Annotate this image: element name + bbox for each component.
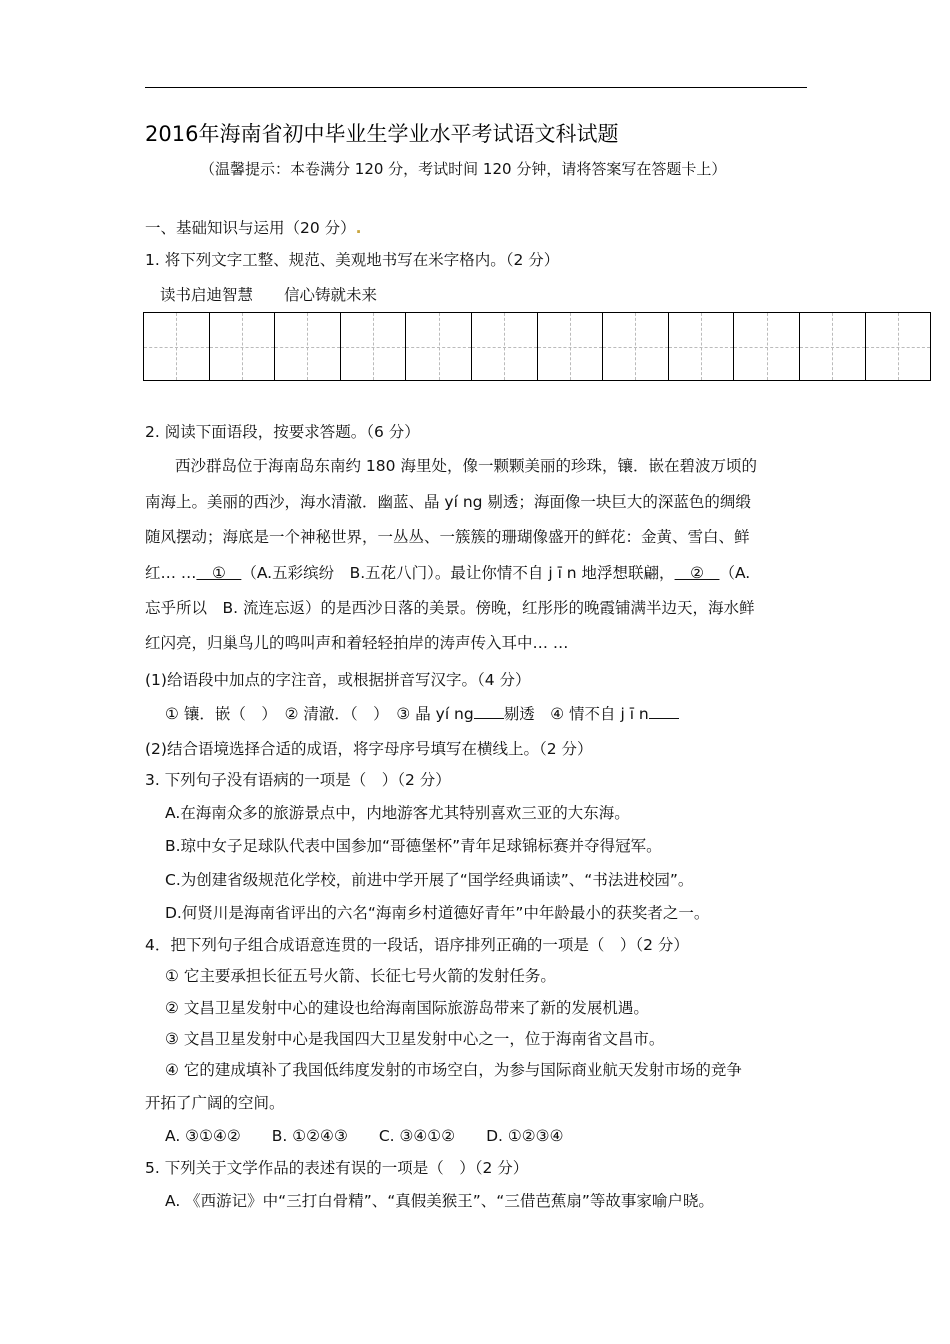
grid-cell[interactable]: [210, 313, 276, 380]
q2-sub1-items: [165, 702, 679, 724]
q2-para-line: 忘乎所以 B. 流连忘返）的是西沙日落的美景。傍晚，红彤彤的晚霞铺满半边天，海水鲜: [145, 599, 755, 617]
grid-cell[interactable]: [603, 313, 669, 380]
section-heading-dot: .: [355, 219, 362, 237]
q4-sentence: ① 它主要承担长征五号火箭、长征七号火箭的发射任务。: [165, 967, 556, 985]
q2-text: （A.五彩缤纷 B.五花八门）。最让你情不自 j ī n 地浮想联翩，: [241, 564, 675, 582]
grid-cell[interactable]: [669, 313, 735, 380]
section-heading-text: 一、基础知识与运用（20 分）: [145, 219, 356, 237]
q2-text: （A.: [719, 564, 751, 582]
q4-choices: A. ③①④② B. ①②④③ C. ③④①② D. ①②③④: [165, 1127, 564, 1145]
grid-cell[interactable]: [538, 313, 604, 380]
grid-cell[interactable]: [406, 313, 472, 380]
q2-para-line: 红闪亮，归巢鸟儿的鸣叫声和着轻轻拍岸的涛声传入耳中… …: [145, 634, 569, 652]
q1-phrases: 读书启迪智慧 信心铸就未来: [160, 286, 378, 304]
q2-sub1-items-a: ① 镶．嵌（ ） ② 清澈．（ ） ③ 晶 yí ng: [165, 705, 474, 723]
grid-cell[interactable]: [800, 313, 866, 380]
grid-cell[interactable]: [472, 313, 538, 380]
blank-1[interactable]: ①: [196, 564, 242, 582]
q3-option: C.为创建省级规范化学校，前进中学开展了“国学经典诵读”、“书法进校园”。: [165, 871, 694, 889]
grid-cell[interactable]: [144, 313, 210, 380]
q2-para-line: [145, 561, 750, 583]
blank-2[interactable]: ②: [674, 564, 720, 582]
q3-option: A.在海南众多的旅游景点中，内地游客尤其特别喜欢三亚的大东海。: [165, 804, 630, 822]
q2-sub2: (2)结合语境选择合适的成语，将字母序号填写在横线上。（2 分）: [145, 740, 593, 758]
exam-note: （温馨提示：本卷满分 120 分，考试时间 120 分钟，请将答案写在答题卡上）: [200, 160, 727, 178]
q3-option: B.琼中女子足球队代表中国参加“哥德堡杯”青年足球锦标赛并夺得冠军。: [165, 837, 662, 855]
q2-para-line: 西沙群岛位于海南岛东南约 180 海里处，像一颗颗美丽的珍珠，镶．嵌在碧波万顷的: [175, 457, 757, 475]
grid-cell[interactable]: [734, 313, 800, 380]
exam-title: 2016年海南省初中毕业生学业水平考试语文科试题: [145, 122, 619, 146]
q3-stem: 3. 下列句子没有语病的一项是（ ）（2 分）: [145, 771, 451, 789]
q3-option: D.何贤川是海南省评出的六名“海南乡村道德好青年”中年龄最小的获奖者之一。: [165, 904, 710, 922]
q2-stem: 2. 阅读下面语段，按要求答题。（6 分）: [145, 423, 420, 441]
mi-grid: [143, 312, 931, 381]
top-rule: [145, 87, 807, 88]
q4-stem: 4．把下列句子组合成语意连贯的一段话，语序排列正确的一项是（ ）（2 分）: [145, 936, 689, 954]
section-heading: [145, 216, 362, 238]
grid-cell[interactable]: [866, 313, 932, 380]
q1-stem: 1. 将下列文字工整、规范、美观地书写在米字格内。（2 分）: [145, 251, 560, 269]
grid-cell[interactable]: [341, 313, 407, 380]
answer-line[interactable]: [474, 704, 504, 719]
q4-sentence-cont: 开拓了广阔的空间。: [145, 1094, 285, 1112]
grid-cell[interactable]: [275, 313, 341, 380]
q4-sentence: ② 文昌卫星发射中心的建设也给海南国际旅游岛带来了新的发展机遇。: [165, 999, 649, 1017]
q2-sub1: (1)给语段中加点的字注音，或根据拼音写汉字。（4 分）: [145, 671, 531, 689]
q4-sentence: ④ 它的建成填补了我国低纬度发射的市场空白，为参与国际商业航天发射市场的竞争: [165, 1061, 742, 1079]
q2-para-line: 南海上。美丽的西沙，海水清澈．幽蓝、晶 yí ng 剔透；海面像一块巨大的深蓝色的绸缎: [145, 493, 751, 511]
answer-line[interactable]: [649, 704, 679, 719]
q4-sentence: ③ 文昌卫星发射中心是我国四大卫星发射中心之一，位于海南省文昌市。: [165, 1030, 665, 1048]
q2-sub1-items-b: 剔透 ④ 情不自 j ī n: [503, 705, 649, 723]
q5-option: A. 《西游记》中“三打白骨精”、“真假美猴王”、“三借芭蕉扇”等故事家喻户晓。: [165, 1192, 714, 1210]
q2-text: 红… …: [145, 564, 197, 582]
q2-para-line: 随风摆动；海底是一个神秘世界，一丛丛、一簇簇的珊瑚像盛开的鲜花：金黄、雪白、鲜: [145, 528, 750, 546]
q5-stem: 5. 下列关于文学作品的表述有误的一项是（ ）（2 分）: [145, 1159, 529, 1177]
